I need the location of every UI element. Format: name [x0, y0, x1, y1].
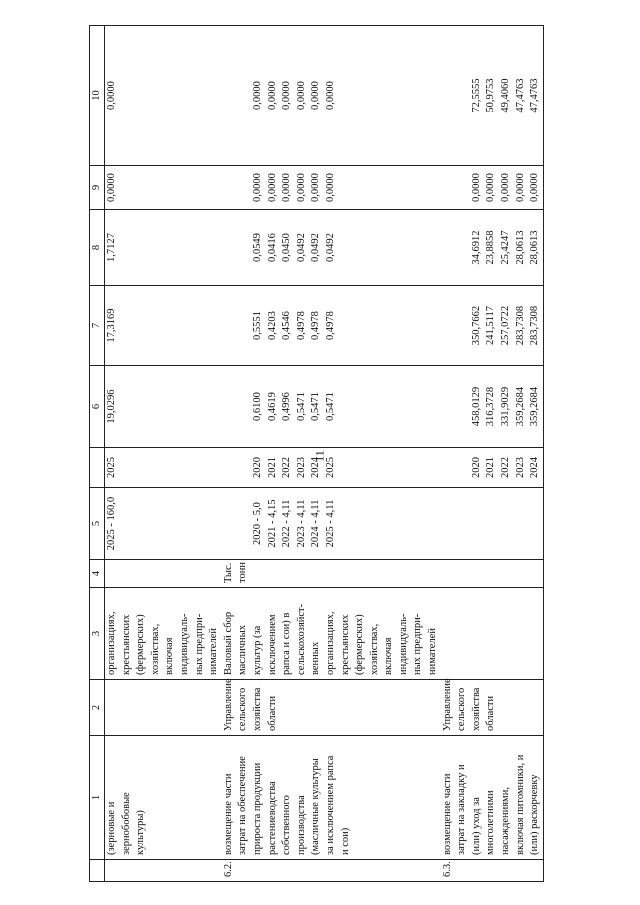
cell-line: 2024: [310, 457, 322, 478]
cell-c7: [441, 286, 544, 366]
cell-line: зернобобовые: [120, 792, 132, 855]
cell-c2: [105, 680, 222, 736]
cell-line: 0,0000: [281, 81, 293, 110]
cell-line: 0,4546: [281, 311, 293, 340]
col-header-5b: [90, 448, 105, 488]
cell-line: 0,0000: [281, 173, 293, 202]
table-body: [105, 26, 544, 882]
cell-line: ных предпри-: [193, 613, 205, 675]
cell-line: 0,4203: [266, 311, 278, 340]
cell-num: [441, 860, 544, 882]
cell-c7: [222, 286, 441, 366]
cell-c5b: [222, 448, 441, 488]
cell-line: 0,0000: [295, 81, 307, 110]
cell-line: Управление: [222, 678, 234, 731]
cell-c3: [105, 588, 222, 680]
cell-c10: [105, 26, 222, 166]
cell-line: 0,6100: [251, 392, 263, 421]
cell-line: 2024: [529, 457, 541, 478]
cell-c6: [222, 366, 441, 448]
cell-line: 2025: [324, 457, 336, 478]
cell-line: 17,3169: [106, 308, 117, 343]
cell-line: 28,0613: [514, 230, 526, 265]
cell-line: 0,0000: [470, 173, 482, 202]
cell-line: 458,0129: [470, 386, 482, 427]
cell-line: (или) раскорчевку: [529, 774, 541, 855]
cell-line: (фермерских): [354, 614, 366, 675]
col-header-2: 2: [90, 680, 105, 736]
cell-c1: [105, 736, 222, 860]
cell-line: организациях,: [324, 611, 336, 675]
cell-c3: [222, 588, 441, 680]
cell-num: [222, 860, 441, 882]
cell-line: 0,5551: [251, 311, 263, 340]
cell-line: 359,2684: [529, 386, 541, 427]
cell-c2: [441, 680, 544, 736]
cell-line: многолетними: [485, 790, 497, 855]
cell-line: хозяйства: [251, 687, 263, 731]
cell-line: 331,9029: [500, 386, 512, 427]
cell-line: 0,0000: [529, 173, 541, 202]
cell-line: 2025 - 160,0: [106, 496, 117, 551]
cell-c5b: [441, 448, 544, 488]
cell-line: крестьянских: [339, 614, 351, 675]
cell-c5b: [105, 448, 222, 488]
table-row: [105, 26, 222, 882]
cell-line: 2021: [266, 457, 278, 478]
cell-line: и сои): [339, 827, 351, 855]
cell-line: 0,0000: [485, 173, 497, 202]
cell-c1: [222, 736, 441, 860]
cell-line: 0,0492: [295, 233, 307, 262]
cell-line: 0,0000: [310, 173, 322, 202]
cell-line: затрат на закладку и: [456, 764, 468, 855]
cell-line: Валовый сбор: [222, 611, 234, 675]
cell-line: 0,0000: [310, 81, 322, 110]
cell-line: 0,4619: [266, 392, 278, 421]
cell-line: (фермерских): [135, 614, 147, 675]
col-header-7: 7: [90, 286, 105, 366]
cell-line: за исключением рапса: [324, 755, 336, 855]
cell-line: Управление: [441, 678, 453, 731]
cell-line: 49,4060: [500, 78, 512, 113]
cell-c9: [441, 166, 544, 210]
cell-c8: [441, 210, 544, 286]
cell-c2: [222, 680, 441, 736]
cell-c4: [105, 560, 222, 588]
cell-line: (или) уход за: [470, 797, 482, 855]
cell-line: 2023: [514, 457, 526, 478]
cell-line: хозяйствах,: [368, 623, 380, 675]
cell-line: сельского: [237, 687, 249, 731]
cell-line: прироста продукции: [251, 762, 263, 855]
cell-line: 257,0722: [500, 305, 512, 346]
cell-line: сельскохозяйст-: [295, 603, 307, 675]
cell-line: (зерновые и: [106, 801, 117, 855]
cell-line: Тыс.: [222, 562, 234, 583]
cell-line: 0,0000: [251, 81, 263, 110]
cell-c10: [441, 26, 544, 166]
rotated-table-region: [89, 26, 627, 882]
col-header-5: 5: [90, 488, 105, 560]
col-header-6: 6: [90, 366, 105, 448]
cell-line: организациях,: [106, 611, 117, 675]
cell-line: хозяйствах,: [149, 623, 161, 675]
cell-line: крестьянских: [120, 614, 132, 675]
cell-line: 2020: [251, 457, 263, 478]
cell-line: 0,0000: [106, 173, 117, 202]
cell-line: 2022: [500, 457, 512, 478]
cell-line: 316,3728: [485, 386, 497, 427]
cell-c6: [105, 366, 222, 448]
cell-line: 0,0000: [106, 81, 117, 110]
cell-line: возмещение части: [441, 773, 453, 855]
col-header-9: 9: [90, 166, 105, 210]
cell-line: хозяйства: [470, 687, 482, 731]
cell-line: области: [266, 695, 278, 731]
cell-line: 2025: [106, 457, 117, 478]
cell-line: 359,2684: [514, 386, 526, 427]
cell-line: 283,7308: [514, 305, 526, 346]
cell-c4: [441, 560, 544, 588]
cell-line: 0,0000: [514, 173, 526, 202]
cell-line: 28,0613: [529, 230, 541, 265]
cell-line: 0,0000: [324, 81, 336, 110]
cell-line: культуры): [135, 810, 147, 855]
cell-line: 0,0000: [500, 173, 512, 202]
cell-line: венных: [310, 641, 322, 675]
cell-c5: [105, 488, 222, 560]
cell-c8: [105, 210, 222, 286]
cell-line: возмещение части: [222, 773, 234, 855]
cell-line: индивидуаль-: [397, 613, 409, 675]
cell-line: 1,7127: [106, 233, 117, 262]
cell-line: 0,0000: [324, 173, 336, 202]
cell-line: 47,4763: [529, 78, 541, 113]
cell-line: 0,0416: [266, 233, 278, 262]
col-header-3: 3: [90, 588, 105, 680]
cell-line: нимателей: [208, 628, 220, 675]
cell-line: рапса и сои) в: [281, 612, 293, 675]
cell-line: 0,4978: [310, 311, 322, 340]
cell-line: культур (за: [251, 625, 263, 675]
cell-line: 2024 - 4,11: [310, 499, 322, 548]
cell-line: сельского: [456, 687, 468, 731]
cell-c4: [222, 560, 441, 588]
cell-line: 2021 - 4,15: [266, 499, 278, 548]
cell-line: 23,8858: [485, 230, 497, 265]
cell-line: 2025 - 4,11: [324, 499, 336, 548]
cell-line: насаждениями,: [500, 787, 512, 855]
col-header-8: 8: [90, 210, 105, 286]
program-table: [89, 25, 544, 882]
cell-line: индивидуаль-: [178, 613, 190, 675]
cell-line: 0,0000: [295, 173, 307, 202]
cell-line: 47,4763: [514, 78, 526, 113]
cell-line: тонн: [237, 562, 249, 583]
cell-c6: [441, 366, 544, 448]
cell-line: 2021: [485, 457, 497, 478]
cell-line: 2022: [281, 457, 293, 478]
cell-line: 2022 - 4,11: [281, 499, 293, 548]
cell-line: 0,0492: [310, 233, 322, 262]
cell-c10: [222, 26, 441, 166]
cell-line: 0,4978: [324, 311, 336, 340]
col-header-10: 10: [90, 26, 105, 166]
col-header-1: 1: [90, 736, 105, 860]
cell-c7: [105, 286, 222, 366]
cell-line: 241,5117: [485, 306, 497, 345]
cell-line: 2020 - 5,0: [251, 502, 263, 545]
cell-line: собственного: [281, 795, 293, 855]
cell-line: растениеводства: [266, 781, 278, 855]
cell-line: 0,0000: [266, 81, 278, 110]
row-number: 6.2.: [222, 861, 234, 877]
cell-line: 2020: [470, 457, 482, 478]
cell-line: 25,4247: [500, 230, 512, 265]
cell-line: 0,5471: [324, 392, 336, 421]
cell-line: производства: [295, 795, 307, 855]
cell-line: 0,5471: [310, 392, 322, 421]
cell-c5: [222, 488, 441, 560]
cell-line: (масличные культуры: [310, 758, 322, 855]
cell-line: ных предпри-: [412, 613, 424, 675]
cell-c9: [105, 166, 222, 210]
page-number: 11: [312, 450, 327, 462]
cell-line: 283,7308: [529, 305, 541, 346]
cell-line: 34,6912: [470, 230, 482, 265]
cell-line: 0,5471: [295, 392, 307, 421]
col-header-0: [90, 860, 105, 882]
cell-line: 0,4996: [281, 392, 293, 421]
cell-line: 0,0000: [266, 173, 278, 202]
cell-line: 0,4978: [295, 311, 307, 340]
cell-line: 0,0492: [324, 233, 336, 262]
cell-line: включая питомники, и: [514, 754, 526, 855]
cell-line: исключением: [266, 614, 278, 675]
column-number-row: [90, 26, 105, 882]
cell-line: 0,0549: [251, 233, 263, 262]
row-number: 6.3.: [441, 861, 453, 877]
cell-line: масличных: [237, 625, 249, 675]
col-header-4: 4: [90, 560, 105, 588]
cell-line: 72,5555: [470, 78, 482, 113]
cell-line: включая: [164, 637, 176, 675]
cell-line: 350,7662: [470, 305, 482, 346]
cell-line: 0,0450: [281, 233, 293, 262]
cell-line: 0,0000: [251, 173, 263, 202]
cell-line: включая: [383, 637, 395, 675]
cell-num: [105, 860, 222, 882]
table-row: [441, 26, 544, 882]
cell-line: области: [485, 695, 497, 731]
cell-line: 2023: [295, 457, 307, 478]
cell-c3: [441, 588, 544, 680]
cell-line: нимателей: [427, 628, 439, 675]
cell-line: 2023 - 4,11: [295, 499, 307, 548]
cell-c1: [441, 736, 544, 860]
cell-c9: [222, 166, 441, 210]
cell-line: 50,9753: [485, 78, 497, 113]
cell-line: 19,0296: [106, 389, 117, 424]
cell-c8: [222, 210, 441, 286]
cell-line: затрат на обеспечение: [237, 756, 249, 855]
cell-c5: [441, 488, 544, 560]
table-row: [222, 26, 441, 882]
